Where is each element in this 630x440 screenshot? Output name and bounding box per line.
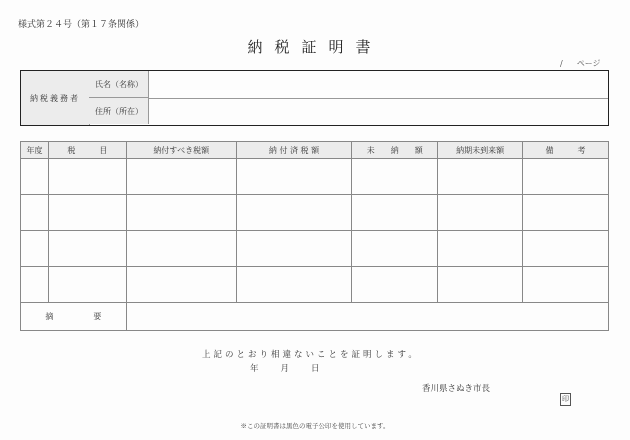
cell[interactable] [236, 159, 352, 195]
seal-icon: 印 [560, 393, 571, 406]
col-remarks: 備 考 [523, 142, 609, 159]
cell[interactable] [523, 231, 609, 267]
cell[interactable] [438, 231, 523, 267]
cell[interactable] [236, 195, 352, 231]
address-field[interactable] [149, 98, 608, 124]
address-label: 住所（所在） [89, 98, 149, 124]
cell[interactable] [21, 195, 49, 231]
taxpayer-label: 納税義務者 [21, 71, 90, 125]
document-title: 納税証明書 [247, 38, 383, 56]
certification-text: 上記のとおり相違ないことを証明します。 [202, 350, 420, 360]
cell[interactable] [236, 231, 352, 267]
cell[interactable] [126, 195, 236, 231]
form-number: 様式第２４号（第１７条関係） [18, 20, 145, 30]
cell[interactable] [352, 159, 438, 195]
cell[interactable] [438, 159, 523, 195]
page-indicator [560, 58, 615, 69]
cell[interactable] [523, 159, 609, 195]
cell[interactable] [523, 267, 609, 303]
cell[interactable] [48, 267, 126, 303]
footnote: ※この証明書は黒色の電子公印を使用しています。 [240, 422, 390, 430]
table-row [21, 159, 609, 195]
summary-label [21, 303, 127, 331]
issuer-name: 香川県さぬき市長 [422, 384, 491, 394]
page-slash: / [560, 59, 563, 68]
summary-label-2: 要 [93, 312, 102, 321]
page-label: ページ [576, 59, 601, 68]
table-row [21, 267, 609, 303]
summary-row [21, 303, 609, 331]
tax-table [20, 141, 609, 331]
cell[interactable] [126, 159, 236, 195]
issue-date [250, 362, 342, 374]
col-amount-due: 納付すべき税額 [126, 142, 236, 159]
col-tax-item: 税 目 [48, 142, 126, 159]
table-row [21, 195, 609, 231]
name-field[interactable] [149, 71, 608, 99]
col-unpaid: 未 納 額 [352, 142, 438, 159]
col-fiscal-year: 年度 [21, 142, 49, 159]
cell[interactable] [48, 195, 126, 231]
col-not-yet-due: 納期未到来額 [438, 142, 523, 159]
name-label: 氏名（名称） [89, 71, 149, 98]
cell[interactable] [48, 231, 126, 267]
cell[interactable] [48, 159, 126, 195]
cell[interactable] [236, 267, 352, 303]
col-amount-paid: 納 付 済 税 額 [236, 142, 352, 159]
date-year: 年 [250, 364, 259, 374]
table-header-row [21, 142, 609, 159]
date-day: 日 [311, 364, 320, 374]
taxpayer-box [20, 70, 609, 126]
table-row [21, 231, 609, 267]
summary-label-1: 摘 [45, 312, 54, 321]
cell[interactable] [21, 267, 49, 303]
cell[interactable] [438, 267, 523, 303]
cell[interactable] [352, 231, 438, 267]
cell[interactable] [126, 231, 236, 267]
cell[interactable] [438, 195, 523, 231]
cell[interactable] [21, 231, 49, 267]
cell[interactable] [352, 195, 438, 231]
date-month: 月 [280, 364, 290, 374]
cell[interactable] [126, 267, 236, 303]
cell[interactable] [21, 159, 49, 195]
cell[interactable] [523, 195, 609, 231]
summary-field[interactable] [126, 303, 608, 331]
cell[interactable] [352, 267, 438, 303]
